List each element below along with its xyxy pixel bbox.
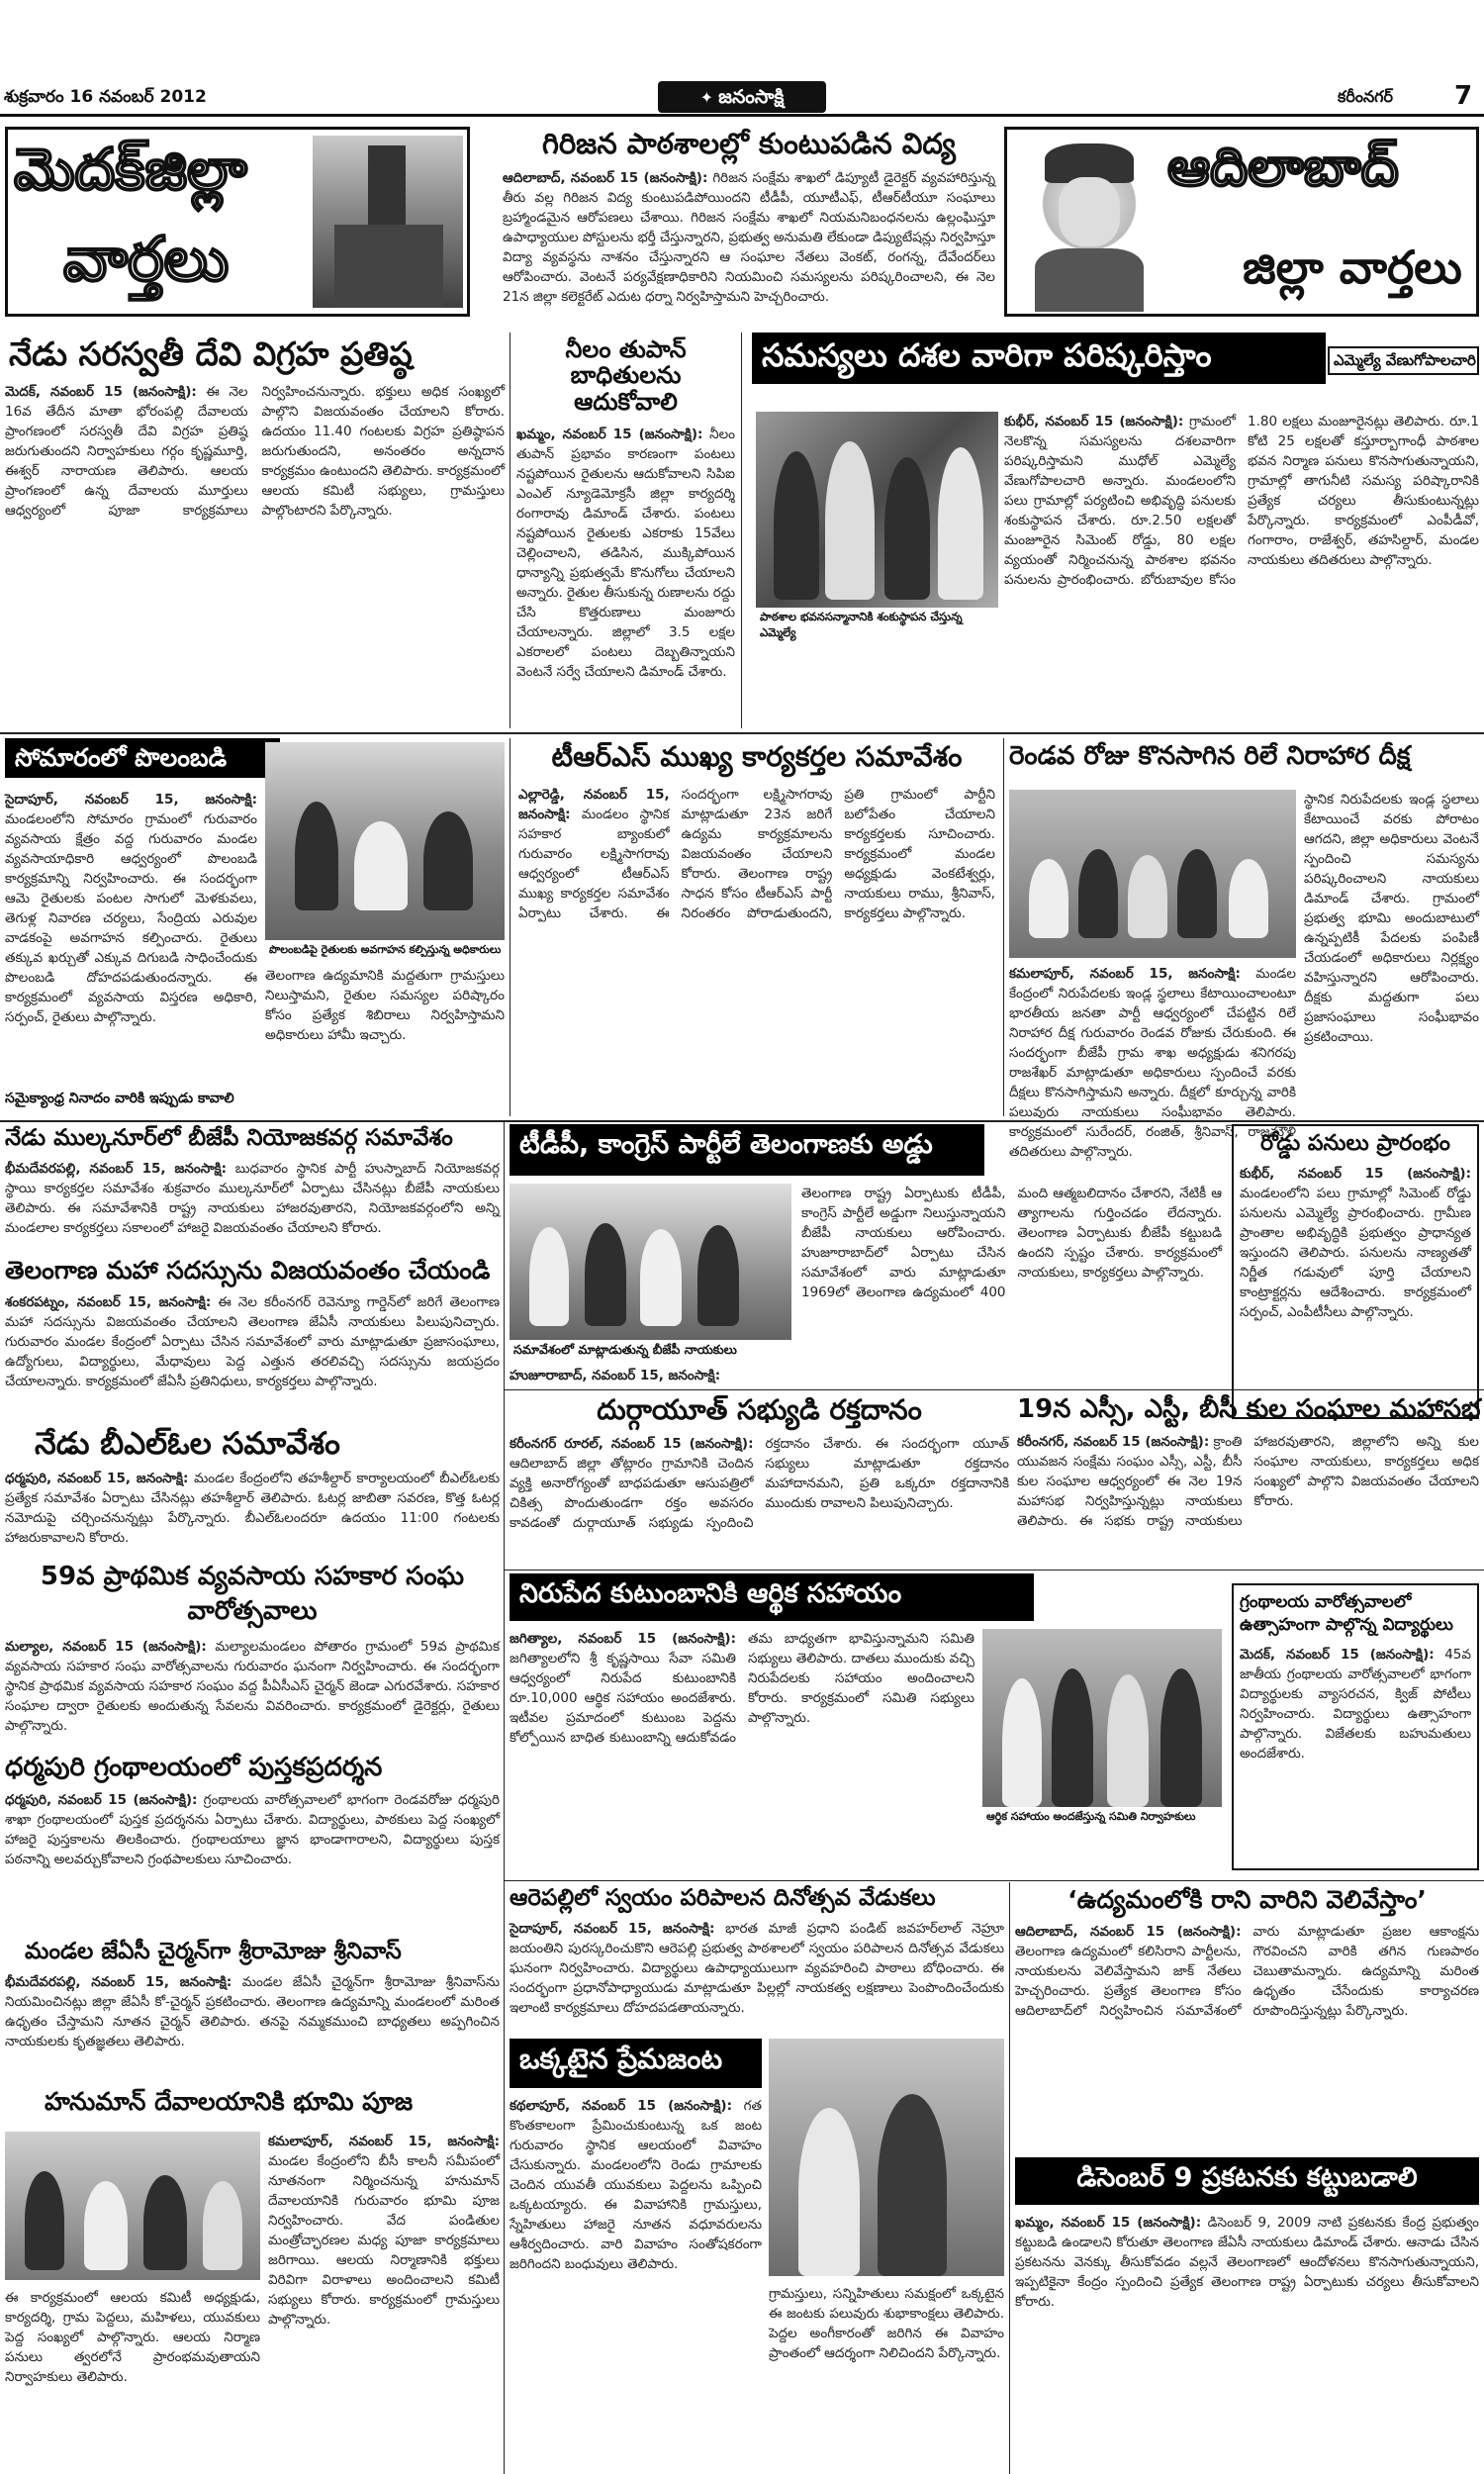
church-nave: [334, 225, 443, 308]
dateline: కథలాపూర్, నవంబర్ 15 (జనంసాక్షి):: [510, 2098, 732, 2114]
dateline: ఆదిలాబాద్, నవంబర్ 15 (జనంసాక్షి):: [1015, 1923, 1242, 1940]
dateline: మల్యాల, నవంబర్ 15 (జనంసాక్షి):: [5, 1639, 207, 1656]
dateline: కుభీర్, నవంబర్ 15 (జనంసాక్షి):: [1240, 1166, 1471, 1183]
dateline: కమలాపూర్, నవంబర్ 15, జనంసాక్షి:: [1009, 966, 1241, 982]
masthead-logo: [658, 81, 826, 113]
headline: ఒక్కటైన ప్రేమజంట: [519, 2043, 723, 2075]
article-body: ఈ నెల 16వ తేదీన మాతా భోరంపల్లి దేవాలయ ప్రాంగణంలో సరస్వతీ దేవి విగ్రహ ప్రతిష్ఠ జరుగుతుందని నిర్వాహకులు గర్గం కృష్ణమూర్తి, ఈశ్వర్ నారాయణ తెలిపారు. ఆలయ ప్రాంగణంలో ఉన్న దేవాలయ మూర్తులు ఆధ్వర్యంలో పూజా కార్యక్రమాలు నిర్వహించనున్నారు. భక్తులు అధిక సంఖ్యలో పాల్గొని విజయవంతం చేయాలని కోరారు. ఉదయం 11.40 గంటలకు విగ్రహ ప్రతిష్ఠాపన జరుగుతుందని, అనంతరం అన్నదాన కార్యక్రమం ఉంటుందని తెలిపారు. కార్యక్రమంలో ఆలయ కమిటీ సభ్యులు, గ్రామస్తులు పాల్గొంటారని పేర్కొన్నారు.: [5, 384, 505, 520]
headline: నిరుపేద కుటుంబానికి ఆర్థిక సహాయం: [519, 1578, 902, 1609]
dateline: మెదక్, నవంబర్ 15 (జనంసాక్షి):: [5, 384, 197, 401]
article-body: తెలంగాణ రాష్ట్ర ఏర్పాటుకు టీడీపీ, కాంగ్రెస్ పార్టీలే అడ్డుగా నిలుస్తున్నాయని బీజేపీ నాయకులు ఆరోపించారు. హుజూరాబాద్‌లో ఏర్పాటు చేసిన సమావేశంలో వారు మాట్లాడుతూ 1969లో తెలంగాణ ఉద్యమంలో 400 మంది ఆత్మబలిదానం చేశారని, నేటికీ ఆ త్యాగాలను గుర్తించడం లేదన్నారు. తెలంగాణ ఏర్పాటుకు బీజేపీ కట్టుబడి ఉందని స్పష్టం చేశారు. కార్యక్రమంలో నాయకులు, కార్యకర్తలు పాల్గొన్నారు.: [801, 1186, 1222, 1300]
article-body: మల్యాలమండలం పోతారం గ్రామంలో 59వ ప్రాథమిక వ్యవసాయ సహకార సంఘ వారోత్సవాలను గురువారం ఘనంగా నిర్వహించారు. ఈ సందర్భంగా స్థానిక ప్రాథమిక వ్యవసాయ సహకార సంఘం వద్ద పీఏసీఎస్ చైర్మన్ జెండా ఎగురవేశారు. సహకార సంఘాల ద్వారా రైతులకు అందుతున్న సేవలను వివరించారు. కార్యక్రమంలో డైరెక్టర్లు, రైతులు పాల్గొన్నారు.: [5, 1639, 500, 1735]
headline: టీడీపీ, కాంగ్రెస్ పార్టీలే తెలంగాణకు అడ్డు: [519, 1129, 933, 1160]
headline: రోడ్డు పనులు ప్రారంభం: [1260, 1131, 1450, 1156]
adilabad-subtitle: జిల్లా వార్తలు: [1243, 240, 1462, 294]
headline-box: [1015, 2157, 1479, 2205]
article-blood-donation: [510, 1393, 1009, 1567]
dateline: ధర్మపురి, నవంబర్ 15 (జనంసాక్షి):: [5, 1791, 198, 1808]
article-love-couple: ఒక్కటైన ప్రేమజంట కథలాపూర్, నవంబర్ 15 (జనంసాక్షి): గత కొంతకాలంగా ప్రేమించుకుంటున్న ఒక జంట గురువారం స్థానిక ఆలయంలో వివాహం చేసుకున్నారు. మండలంలోని రెండు గ్రామాలకు చెందిన యువతీ యువకులు పెద్దలను ఒప్పించి ఒక్కటయ్యారు. ఈ వివాహానికి గ్రామస్తులు, స్నేహితులు హాజరై నూతన వధూవరులను ఆశీర్వదించారు. వారి వివాహం సంతోషకరంగా జరిగిందని బంధువులు తెలిపారు. గ్రామస్తులు, సన్నిహితులు సమక్షంలో ఒక్కటైన ఈ జంటకు పలువురు శుభాకాంక్షలు తెలిపారు. పెద్దల అంగీకారంతో జరిగిన ఈ వివాహం ప్రాంతంలో ఆదర్శంగా నిలిచిందని పేర్కొన్నారు.: [510, 2039, 1004, 2466]
dateline: మెదక్, నవంబర్ 15 (జనంసాక్షి):: [1240, 1646, 1435, 1663]
headline: రెండవ రోజు కొనసాగిన రిలే నిరాహార దీక్ష: [1009, 741, 1411, 771]
article-body: గ్రంథాలయ వారోత్సవాలలో భాగంగా రెండవరోజు ధర్మపురి శాఖా గ్రంథాలయంలో పుస్తక ప్రదర్శనను ఏర్పాటు చేశారు. విద్యార్థులు, పాఠకులు పెద్ద సంఖ్యలో హాజరై పుస్తకాలను తిలకించారు. గ్రంథాలయాలు జ్ఞాన భాండాగారాలని, విద్యార్థులు పుస్తక పఠనాన్ని అలవర్చుకోవాలని గ్రంథపాలకులు సూచించారు.: [5, 1791, 500, 1867]
page-number: 7: [1454, 81, 1473, 111]
article-relay-hunger-strike: రెండవ రోజు కొనసాగిన రిలే నిరాహార దీక్ష కమలాపూర్, నవంబర్ 15, జనంసాక్షి: మండల కేంద్రంలో నిరుపేదలకు ఇండ్ల స్థలాలు కేటాయించాలంటూ భారతీయ జనతా పార్టీ ఆధ్వర్యంలో చేపట్టిన రిలే నిరాహార దీక్ష గురువారం రెండవ రోజుకు చేరుకుంది. ఈ సందర్భంగా బీజేపీ గ్రామ శాఖ అధ్యక్షుడు శనిగరపు రాజశేఖర్ మాట్లాడుతూ అధికారులు స్పందించే వరకు దీక్షలు కొనసాగిస్తామని అన్నారు. దీక్షలో కూర్చున్న వారికి పలువురు నాయకులు సంఘీభావం తెలిపారు. కార్యక్రమంలో సురేందర్, రంజిత్, శ్రీనివాస్, రాజమౌళి తదితరులు పాల్గొన్నారు. స్థానిక నిరుపేదలకు ఇండ్ల స్థలాలు కేటాయించే వరకు పోరాటం ఆగదని, జిల్లా అధికారులు వెంటనే స్పందించి సమస్యను పరిష్కరించాలని నాయకులు డిమాండ్ చేశారు. గ్రామంలో ప్రభుత్వ భూమి అందుబాటులో ఉన్నప్పటికీ పేదలకు పంపిణీ చేయడంలో అధికారులు నిర్లక్ష్యం వహిస్తున్నారని ఆరోపించారు. దీక్షకు మద్దతుగా పలు ప్రజాసంఘాలు సంఘీభావం ప్రకటించాయి.: [1009, 738, 1479, 1116]
article-cooperative-week: [5, 1558, 500, 1746]
article-jac-chairman: [5, 1938, 500, 2076]
headline: నీలం తుపాన్ బాధితులను ఆదుకోవాలి: [565, 335, 687, 416]
headline: దుర్గాయూత్ సభ్యుడి రక్తదానం: [597, 1393, 922, 1426]
dateline: కుభీర్, నవంబర్ 15 (జనంసాక్షి):: [1004, 414, 1184, 429]
article-bjp-constituency-meeting: [5, 1124, 500, 1253]
article-body: డిసెంబర్ 9, 2009 నాటి ప్రకటనకు కేంద్ర ప్రభుత్వం కట్టుబడి ఉండాలని కోరుతూ తెలంగాణ జేఏసీ నాయకులు డిమాండ్ చేశారు. ఆనాడు చేసిన ప్రకటనను వెనక్కు తీసుకోవడం వల్లనే తెలంగాణలో ఆందోళనలు కొనసాగుతున్నాయని, ఇప్పటికైనా కేంద్రం స్పందించి ప్రత్యేక తెలంగాణ రాష్ట్ర ఏర్పాటుకు చర్యలు తీసుకోవాలని కోరారు.: [1015, 2215, 1480, 2310]
divider-line: [504, 1880, 1484, 1881]
dateline: ఎల్లారెడ్డి, నవంబర్ 15, జనంసాక్షి:: [518, 786, 670, 822]
article-neelam-cyclone: [510, 333, 742, 728]
article-hanuman-temple: హనుమాన్ దేవాలయానికి భూమి పూజ కమలాపూర్, నవంబర్ 15, జనంసాక్షి: మండల కేంద్రంలోని బీసీ కాలనీ సమీపంలో నూతనంగా నిర్మించనున్న హనుమాన్ దేవాలయానికి గురువారం భూమి పూజ నిర్వహించారు. వేద పండితుల మంత్రోచ్ఛారణల మధ్య పూజా కార్యక్రమాలు జరిగాయి. ఆలయ నిర్మాణానికి భక్తులు విరివిగా విరాళాలు అందించాలని కమిటీ సభ్యులు కోరారు. కార్యక్రమంలో గ్రామస్తులు పాల్గొన్నారు. ఈ కార్యక్రమంలో ఆలయ కమిటీ అధ్యక్షుడు, కార్యదర్శి, గ్రామ పెద్దలు, మహిళలు, యువకులు పెద్ద సంఖ్యలో పాల్గొన్నారు. ఆలయ నిర్మాణ పనులు త్వరలోనే ప్రారంభమవుతాయని నిర్వాహకులు తెలిపారు.: [5, 2087, 500, 2385]
article-body: తెలంగాణ ఉద్యమంలో కలిసిరాని పార్టీలను, నాయకులను వెలివేస్తామని జాక్ నేతలు హెచ్చరించారు. ప్రత్యేక తెలంగాణ కోసం ఆదిలాబాద్‌లో నిర్వహించిన సమావేశంలో వారు మాట్లాడుతూ ప్రజల ఆకాంక్షను గౌరవించని వారికి తగిన గుణపాఠం చెబుతామన్నారు. ఉద్యమాన్ని మరింత ఉధృతం చేసేందుకు కార్యాచరణ రూపొందిస్తున్నట్లు పేర్కొన్నారు.: [1015, 1923, 1479, 2019]
article-telangana-conference: [5, 1255, 500, 1425]
masthead-edition: కరీంనగర్: [1338, 87, 1394, 106]
dateline: కమలాపూర్, నవంబర్ 15, జనంసాక్షి:: [268, 2134, 500, 2149]
adilabad-title: ఆదిలాబాద్: [1167, 136, 1399, 198]
article-december9-declaration: [1015, 2157, 1479, 2466]
article-library-book-exhibition: [5, 1752, 500, 1932]
headline: నేడు ముల్కనూర్‌లో బీజేపీ నియోజకవర్గ సమావేశం: [5, 1125, 453, 1151]
headline: ధర్మపురి గ్రంథాలయంలో పుస్తకప్రదర్శన: [5, 1753, 383, 1782]
article-trs-meeting: [510, 738, 1004, 1116]
column-divider: [1009, 1882, 1010, 2474]
article-boycott-warning: [1015, 1884, 1479, 2149]
article-body: గ్రామంలో నెలకొన్న సమస్యలను దశలవారిగా పరిష్కరిస్తామని ముధోల్ ఎమ్మెల్యే వేణుగోపాలచారి అన్నారు. మండలంలోని పలు గ్రామాల్లో పర్యటించి అభివృద్ధి పనులకు శంకుస్థాపన చేశారు. రూ.2.50 లక్షలతో మంజూరైన సిమెంట్ రోడ్డు, 80 లక్షల వ్యయంతో నిర్మించనున్న పాఠశాల భవనం పనులను ప్రారంభించారు. బోరుబావుల కోసం 1.80 లక్షలు మంజూరైనట్లు తెలిపారు. రూ.1 కోటి 25 లక్షలతో కస్తూర్బాగాంధీ పాఠశాల భవన నిర్మాణ పనులు కొనసాగుతున్నాయని, గ్రామాల్లో తాగునీటి సమస్య పరిష్కారానికి ప్రత్యేక చర్యలు తీసుకుంటున్నట్లు పేర్కొన్నారు. కార్యక్రమంలో ఎంపీడీవో, గంగారాం, రాజేశ్వర్, తహసిల్దార్, మండల నాయకులు తదితరులు పాల్గొన్నారు.: [1004, 414, 1479, 588]
dateline: ఖమ్మం, నవంబర్ 15 (జనంసాక్షి):: [516, 427, 703, 443]
headline: ఆరెపల్లిలో స్వయం పరిపాలన దినోత్సవ వేడుకలు: [510, 1885, 936, 1911]
article-body: మండలం స్థానిక సహకార బ్యాంకులో గురువారం లక్ష్మిసాగరావు ఆధ్వర్యంలో టీఆర్ఎస్ ముఖ్య కార్యకర్తల సమావేశం ఏర్పాటు చేశారు. ఈ సందర్భంగా లక్ష్మిసాగరావు మాట్లాడుతూ 23న జరిగే ఉద్యమ కార్యక్రమాలను విజయవంతం చేయాలని కోరారు. తెలంగాణ రాష్ట్ర సాధన కోసం టీఆర్ఎస్ పార్టీ నిరంతరం పోరాడుతుందని, ప్రతి గ్రామంలో పార్టీని బలోపేతం చేయాలని కార్యకర్తలకు సూచించారు. కార్యక్రమంలో మండల అధ్యక్షుడు వెంకటేశ్వర్లు, నాయకులు రాము, శ్రీనివాస్, కార్యకర్తలు పాల్గొన్నారు.: [518, 786, 995, 921]
dateline: సైదాపూర్, నవంబర్ 15, జనంసాక్షి:: [5, 792, 257, 808]
column-divider: [504, 1122, 505, 2474]
masthead-logo-text: జనంసాక్షి: [718, 86, 785, 108]
headline-box: [5, 738, 280, 778]
divider-line: [504, 1389, 1484, 1390]
article-problems-solved: [752, 333, 1479, 728]
headline-kicker: ఎమ్మెల్యే వేణుగోపాలచారి: [1328, 346, 1479, 375]
dateline: జగిత్యాల, నవంబర్ 15 (జనంసాక్షి):: [510, 1631, 736, 1647]
article-body: ఈ నెల కరీంనగర్ రెవెన్యూ గార్డెన్‌లో జరిగే తెలంగాణ మహా సదస్సును విజయవంతం చేయాలని తెలంగాణ జేఏసీ నాయకులు పిలుపునిచ్చారు. గురువారం మండల కేంద్రంలో ఏర్పాటు చేసిన సమావేశంలో వారు మాట్లాడుతూ ప్రజాసంఘాలు, ఉద్యోగులు, విద్యార్థులు, మేధావులు పెద్ద ఎత్తున తరలివచ్చి సదస్సును జయప్రదం చేయాలన్నారు. కార్యక్రమంలో జేఏసీ ప్రతినిధులు, కార్యకర్తలు పాల్గొన్నారు.: [5, 1293, 500, 1389]
medak-district-banner: [5, 127, 470, 317]
article-body: గత కొంతకాలంగా ప్రేమించుకుంటున్న ఒక జంట గురువారం స్థానిక ఆలయంలో వివాహం చేసుకున్నారు. మండలంలోని రెండు గ్రామాలకు చెందిన యువతీ యువకులు పెద్దలను ఒప్పించి ఒక్కటయ్యారు. ఈ వివాహానికి గ్రామస్తులు, స్నేహితులు హాజరై నూతన వధూవరులను ఆశీర్వదించారు. వారి వివాహం సంతోషకరంగా జరిగిందని బంధువులు తెలిపారు.: [510, 2098, 762, 2272]
dateline: భీమదేవరపల్లి, నవంబర్ 15, జనంసాక్షి:: [5, 1161, 228, 1178]
article-body: జగిత్యాలలోని శ్రీ కృష్ణసాయి సేవా సమితి ఆధ్వర్యంలో నిరుపేద కుటుంబానికి రూ.10,000 ఆర్థిక సహాయం అందజేశారు. ఇటీవల ప్రమాదంలో కుటుంబ పెద్దను కోల్పోయిన బాధిత కుటుంబాన్ని ఆదుకోవడం తమ బాధ్యతగా భావిస్తున్నామని సమితి సభ్యులు తెలిపారు. దాతలు ముందుకు వచ్చి నిరుపేదలకు సహాయం అందించాలని కోరారు. కార్యక్రమంలో సమితి సభ్యులు పాల్గొన్నారు.: [510, 1631, 974, 1746]
leader-portrait: [1015, 138, 1163, 312]
divider-line: [0, 732, 1484, 734]
article-body: మండల కేంద్రంలోని బీసీ కాలనీ సమీపంలో నూతనంగా నిర్మించనున్న హనుమాన్ దేవాలయానికి గురువారం భూమి పూజ నిర్వహించారు. వేద పండితుల మంత్రోచ్ఛారణల మధ్య పూజా కార్యక్రమాలు జరిగాయి. ఆలయ నిర్మాణానికి భక్తులు విరివిగా విరాళాలు అందించాలని కమిటీ సభ్యులు కోరారు. కార్యక్రమంలో గ్రామస్తులు పాల్గొన్నారు.: [268, 2153, 500, 2328]
financial-aid-photo: [982, 1629, 1222, 1827]
headline: నేడు సరస్వతీ దేవి విగ్రహ ప్రతిష్ఠ: [9, 334, 413, 373]
headline-box: [510, 1573, 1034, 1621]
article-caste-associations-sabha: [1017, 1393, 1479, 1567]
photo-caption: పొలంబడిపై రైతులకు అవగాహన కల్పిస్తున్న అధికారులు: [265, 940, 505, 960]
masthead-date: శుక్రవారం 16 నవంబర్ 2012: [4, 87, 207, 107]
medak-subtitle: వార్తలు: [63, 223, 230, 295]
dateline: సైదాపూర్, నవంబర్ 15, జనంసాక్షి:: [510, 1921, 715, 1938]
headline: ‘ఉద్యమంలోకి రాని వారిని వెలివేస్తాం’: [1067, 1885, 1427, 1914]
medak-title: మెదక్‌జిల్లా: [14, 136, 247, 203]
temple-bhoomi-puja-photo: [5, 2132, 260, 2280]
article-body: మండలంలోని సోమారం గ్రామంలో గురువారం వ్యవసాయ క్షేత్రం వద్ద గురువారం మండల వ్యవసాయాధికారి ఆధ్వర్యంలో పొలంబడి కార్యక్రమాన్ని నిర్వహించారు. ఈ సందర్భంగా ఆమె రైతులకు పంటల సాగులో మెళకువలు, తెగుళ్ల నివారణ చర్యలు, సేంద్రియ ఎరువుల వాడకంపై అవగాహన కల్పించారు. రైతులు తక్కువ ఖర్చుతో ఎక్కువ దిగుబడి సాధించేందుకు పొలంబడి దోహదపడుతుందన్నారు. ఈ కార్యక్రమంలో వ్యవసాయ విస్తరణ అధికారి, సర్పంచ్, రైతులు పాల్గొన్నారు.: [5, 811, 257, 1025]
headline: 59వ ప్రాథమిక వ్యవసాయ సహకార సంఘ వారోత్సవాలు: [40, 1562, 465, 1627]
photo-caption: పాఠశాల భవనసన్మానానికి శంకుస్థాపన చేస్తున్న ఎమ్మెల్యే: [756, 608, 998, 641]
wedding-couple-photo: [769, 2039, 1004, 2276]
dateline: ఆదిలాబాద్, నవంబర్ 15 (జనంసాక్షి):: [503, 169, 708, 186]
article-tribal-schools: [503, 125, 995, 327]
bjp-meeting-photo: [510, 1184, 791, 1360]
article-field-school: సోమారంలో పొలంబడి పొలంబడిపై రైతులకు అవగాహన కల్పిస్తున్న అధికారులు సైదాపూర్, నవంబర్ 15, జనంసాక్షి: మండలంలోని సోమారం గ్రామంలో గురువారం వ్యవసాయ క్షేత్రం వద్ద గురువారం మండల వ్యవసాయాధికారి ఆధ్వర్యంలో పొలంబడి కార్యక్రమాన్ని నిర్వహించారు. ఈ సందర్భంగా ఆమె రైతులకు పంటల సాగులో మెళకువలు, తెగుళ్ల నివారణ చర్యలు, సేంద్రియ ఎరువుల వాడకంపై అవగాహన కల్పించారు. రైతులు తక్కువ ఖర్చుతో ఎక్కువ దిగుబడి సాధించేందుకు పొలంబడి దోహదపడుతుందన్నారు. ఈ కార్యక్రమంలో వ్యవసాయ విస్తరణ అధికారి, సర్పంచ్, రైతులు పాల్గొన్నారు. తెలంగాణ ఉద్యమానికి మద్దతుగా గ్రామస్తులు నిలుస్తామని, రైతుల సమస్యల పరిష్కారం కోసం ప్రత్యేక శిబిరాలు నిర్వహిస్తామని అధికారులు హామీ ఇచ్చారు. సమైక్యాంధ్ర నినాదం వారికి ఇప్పుడు కావాలి: [5, 738, 505, 1116]
article-tdp-congress-obstacle: [510, 1124, 1222, 1419]
hunger-strike-photo: [1009, 790, 1296, 958]
dateline: కరీంనగర్ రూరల్, నవంబర్ 15 (జనంసాక్షి):: [510, 1435, 754, 1452]
logo-icon: ✦: [699, 88, 719, 107]
article-body: భారత మాజీ ప్రధాని పండిట్ జవహర్‌లాల్ నెహ్రూ జయంతిని పురస్కరించుకొని ఆరెపల్లి ప్రభుత్వ పాఠశాలలో స్వయం పరిపాలన దినోత్సవ వేడుకలు ఘనంగా నిర్వహించారు. విద్యార్థులు ఉపాధ్యాయులుగా వ్యవహరించి పాఠాలు బోధించారు. ఈ సందర్భంగా ప్రధానోపాధ్యాయుడు మాట్లాడుతూ పిల్లల్లో నాయకత్వ లక్షణాలు పెంపొందించేందుకు ఇలాంటి కార్యక్రమాలు దోహదపడతాయన్నారు.: [510, 1921, 1004, 2017]
headline-box: [510, 1124, 984, 1176]
article-road-works: [1232, 1124, 1479, 1419]
divider-line: [0, 1120, 1484, 1122]
article-body: గిరిజన సంక్షేమ శాఖలో డిప్యూటీ డైరెక్టర్ వ్యవహారిస్తున్న తీరు వల్ల గిరిజన విద్య కుంటుపడిపోయిందని టీడీపీ, యూటీఎఫ్, టీఆర్‌టీయూ సంఘాలు బ్రహ్మాండమైన ఆరోపణలు చేశాయి. గిరిజన సంక్షేమ శాఖలో నియమనిబంధనలను ఉల్లంఘిస్తూ ఉపాధ్యాయుల పోస్టులను భర్తీ చేస్తున్నారని, ప్రభుత్వ అనుమతి లేకుండా డిప్యుటేషన్లు నిర్వహిస్తూ విద్యా వ్యవస్థను నాశనం చేస్తున్నారని ఆ సంఘాల నేతలు వెంకట్, రంగన్న, దేవేందర్‌లు ఆరోపించారు. వెంటనే పర్యవేక్షణాధికారిని నియమించి సమస్యలను పరిష్కరించాలని, ఈ నెల 21న జిల్లా కలెక్టరేట్ ఎదుట ధర్నా నిర్వహిస్తామని హెచ్చరించారు.: [503, 169, 996, 305]
footer-note: సమైక్యాంధ్ర నినాదం వారికి ఇప్పుడు కావాలి: [5, 1091, 234, 1106]
headline: గ్రంథాలయ వారోత్సవాలలో ఉత్సాహంగా పాల్గొన్న విద్యార్థులు: [1240, 1592, 1453, 1635]
article-financial-aid: [510, 1573, 1222, 1878]
article-self-governance-day: [510, 1884, 1004, 2031]
masthead: [0, 79, 1484, 117]
article-body: నీలం తుపాన్ ప్రభావం కారణంగా పంటలు నష్టపోయిన రైతులను ఆదుకోవాలని సిపిఐ ఎంఎల్ న్యూడెమోక్రసీ జిల్లా కార్యదర్శి రంగారావు డిమాండ్ చేశారు. పంటలు నష్టపోయిన రైతులకు ఎకరాకు 15వేలు చెల్లించాలని, తడిసిన, ముక్కిపోయిన ధాన్యాన్ని ప్రభుత్వమే కొనుగోలు చేయాలని అన్నారు. రైతుల తీసుకున్న రుణాలను రద్దు చేసి కొత్తరుణాలు మంజూరు చేయాలన్నారు. జిల్లాలో 3.5 లక్షల ఎకరాలలో పంటలు దెబ్బతిన్నాయని వెంటనే సర్వే చేయాలని డిమాండ్ చేశారు.: [516, 427, 736, 681]
headline: టీఆర్ఎస్ ముఖ్య కార్యకర్తల సమావేశం: [551, 740, 963, 773]
photo-caption: సమావేశంలో మాట్లాడుతున్న బీజేపీ నాయకులు: [510, 1340, 791, 1360]
photo-caption: ఆర్థిక సహాయం అందజేస్తున్న సమితి నిర్వాహకులు: [982, 1807, 1222, 1827]
article-saraswati-idol: [5, 333, 505, 728]
article-library-week-students: [1232, 1583, 1479, 1870]
headline: 19న ఎస్సీ, ఎస్టీ, బీసీ కుల సంఘాల మహాసభ: [1017, 1394, 1481, 1424]
dateline: కరీంనగర్, నవంబర్ 15 (జనంసాక్షి):: [1017, 1433, 1210, 1450]
foundation-stone-photo: [756, 412, 998, 641]
headline-box: [752, 333, 1326, 384]
article-body: మండల కేంద్రంలో నిరుపేదలకు ఇండ్ల స్థలాలు కేటాయించాలంటూ భారతీయ జనతా పార్టీ ఆధ్వర్యంలో చేపట్టిన రిలే నిరాహార దీక్ష గురువారం రెండవ రోజుకు చేరుకుంది. ఈ సందర్భంగా బీజేపీ గ్రామ శాఖ అధ్యక్షుడు శనిగరపు రాజశేఖర్ మాట్లాడుతూ అధికారులు స్పందించే వరకు దీక్షలు కొనసాగిస్తామని అన్నారు. దీక్షలో కూర్చున్న వారికి పలువురు నాయకులు సంఘీభావం తెలిపారు. కార్యక్రమంలో సురేందర్, రంజిత్, శ్రీనివాస్, రాజమౌళి తదితరులు పాల్గొన్నారు.: [1009, 966, 1296, 1160]
article-body: 45వ జాతీయ గ్రంథాలయ వారోత్సవాలలో భాగంగా విద్యార్థులకు వ్యాసరచన, క్విజ్ పోటీలు నిర్వహించారు. విద్యార్థులు ఉత్సాహంగా పాల్గొన్నారు. విజేతలకు బహుమతులు అందజేశారు.: [1240, 1646, 1471, 1761]
article-body: బుధవారం స్థానిక పార్టీ హుస్నాబాద్ నియోజకవర్గ స్థాయి కార్యకర్తల సమావేశం శుక్రవారం ముల్కనూర్‌లో ఏర్పాటు చేసినట్లు బీజేపీ నాయకులు తెలిపారు. ఈ సమావేశానికి రాష్ట్ర నాయకులు హాజరవుతారని, నియోజకవర్గంలోని అన్ని మండలాల కార్యకర్తలు సకాలంలో హాజరై విజయవంతం చేయాలని కోరారు.: [5, 1161, 500, 1237]
headline: హనుమాన్ దేవాలయానికి భూమి పూజ: [45, 2087, 414, 2116]
adilabad-district-banner: [1004, 127, 1479, 317]
article-body: మండల జేఏసీ చైర్మన్‌గా శ్రీరామోజు శ్రీనివాస్‌ను నియమించినట్లు జిల్లా జేఏసీ కో-చైర్మన్ ప్రకటించారు. తెలంగాణ ఉద్యమాన్ని మండలంలో మరింత ఉధృతం చేస్తామని నూతన చైర్మన్ తెలిపారు. తనపై నమ్మకముంచి బాధ్యతలు అప్పగించిన నాయకులకు కృతజ్ఞతలు తెలిపారు.: [5, 1974, 500, 2050]
headline: నేడు బీఎల్‌ఓల సమావేశం: [35, 1426, 340, 1462]
headline: డిసెంబర్ 9 ప్రకటనకు కట్టుబడాలి: [1076, 2162, 1418, 2193]
article-body: మండలంలోని పలు గ్రామాల్లో సిమెంట్ రోడ్డు పనులను ఎమ్మెల్యే ప్రారంభించారు. గ్రామీణ ప్రాంతాల అభివృద్ధికి ప్రభుత్వం ప్రాధాన్యత ఇస్తుందని తెలిపారు. పనులను నాణ్యతతో నిర్ణీత గడువులో పూర్తి చేయాలని కాంట్రాక్టర్లను ఆదేశించారు. కార్యక్రమంలో సర్పంచ్, ఎంపీటీసీలు పాల్గొన్నారు.: [1240, 1186, 1471, 1321]
headline: గిరిజన పాఠశాలల్లో కుంటుపడిన విద్య: [542, 127, 956, 160]
article-body: మండల కేంద్రంలోని తహశీల్దార్ కార్యాలయంలో బీఎల్‌ఓలకు ప్రత్యేక సమావేశం ఏర్పాటు చేసినట్లు తహశీల్దార్ తెలిపారు. ఓటర్ల జాబితా సవరణ, కొత్త ఓటర్ల నమోదుపై చర్చించనున్నట్లు పేర్కొన్నారు. బీఎల్‌ఓలందరూ ఉదయం 11:00 గంటలకు హాజరుకావాలని కోరారు.: [5, 1471, 501, 1547]
headline-box: [510, 2039, 762, 2088]
dateline: ధర్మపురి, నవంబర్ 15, జనంసాక్షి:: [5, 1471, 189, 1487]
article-body: క్రాంతి యువజన సంక్షేమ సంఘం ఎస్సీ, ఎస్టీ, బీసీ కుల సంఘాల ఆధ్వర్యంలో ఈ నెల 19న మహాసభ నిర్వహిస్తున్నట్లు నాయకులు తెలిపారు. ఈ సభకు రాష్ట్ర నాయకులు హాజరవుతారని, జిల్లాలోని అన్ని కుల సంఘాల నాయకులు, కార్యకర్తలు అధిక సంఖ్యలో పాల్గొని విజయవంతం చేయాలని కోరారు.: [1017, 1433, 1479, 1529]
headline: మండల జేఏసీ చైర్మన్‌గా శ్రీరామోజు శ్రీనివాస్: [25, 1939, 402, 1964]
dateline: భీమదేవరపల్లి, నవంబర్ 15, జనంసాక్షి:: [5, 1974, 232, 1991]
dateline: ఖమ్మం, నవంబర్ 15 (జనంసాక్షి):: [1015, 2215, 1202, 2231]
dateline: హుజూరాబాద్, నవంబర్ 15, జనంసాక్షి:: [510, 1368, 721, 1383]
headline: సమస్యలు దశల వారిగా పరిష్కరిస్తాం: [762, 336, 1212, 374]
article-blo-meeting: [5, 1425, 500, 1554]
dateline: శంకరపట్నం, నవంబర్ 15, జనంసాక్షి:: [5, 1293, 212, 1310]
headline: తెలంగాణ మహా సదస్సును విజయవంతం చేయండి: [5, 1256, 491, 1285]
farmers-meeting-photo: [265, 742, 505, 960]
article-body: ఆదిలాబాద్ జిల్లా తోట్లారం గ్రామానికి చెందిన వ్యక్తి అనారోగ్యంతో బాధపడుతూ ఆసుపత్రిలో చికిత్స పొందుతుండగా రక్తం అవసరం కావడంతో దుర్గాయూత్ సభ్యుడు స్పందించి రక్తదానం చేశారు. ఈ సందర్భంగా యూత్ సభ్యులు మాట్లాడుతూ రక్తదానం మహాదానమని, ప్రతి ఒక్కరూ రక్తదానానికి ముందుకు రావాలని పిలుపునిచ్చారు.: [510, 1435, 1009, 1531]
church-photo: [313, 136, 463, 308]
headline: సోమారంలో పొలంబడి: [15, 743, 228, 772]
